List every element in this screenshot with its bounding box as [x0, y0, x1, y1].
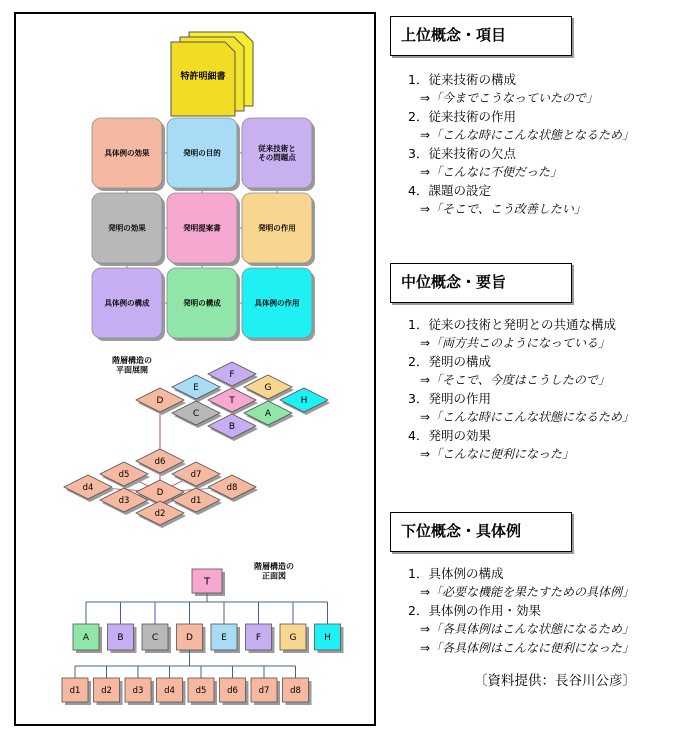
- lower-item-1: 1．具体例の構成: [408, 566, 504, 581]
- tree-level1-label: C: [151, 633, 159, 644]
- tree-level1-label: A: [82, 633, 90, 644]
- tree-level2-label: d7: [258, 685, 270, 696]
- tree-level2-label: d1: [69, 685, 81, 696]
- plan-sub-node-label: d7: [190, 469, 202, 480]
- lower-item-2-note: ⇒「各具体例はこんな状態になるため」: [420, 622, 635, 636]
- grid-tile-label: 従来技術とその問題点: [258, 144, 296, 163]
- plan-sub-node-label: d4: [82, 482, 94, 493]
- tree-level1-label: H: [324, 633, 331, 644]
- plan-sub-node-label: d1: [190, 495, 202, 506]
- grid-tile-label: 発明の効果: [108, 223, 146, 233]
- plan-node-label: B: [228, 422, 236, 433]
- upper-item-2-note: ⇒「こんな時にこんな状態となるため」: [420, 128, 635, 142]
- plan-node-label: E: [193, 383, 199, 394]
- middle-item-2: 2．発明の構成: [408, 354, 491, 369]
- tree-level1-label: E: [221, 633, 227, 644]
- upper-item-1: 1．従来技術の構成: [408, 72, 516, 87]
- plan-sub-node-label: d5: [118, 469, 130, 480]
- tree-level1-label: F: [255, 633, 262, 644]
- tree-level2-label: d2: [101, 685, 112, 696]
- lower-item-2-note-b: ⇒「各具体例はこんなに便利になった」: [420, 641, 635, 655]
- plan-node-label: H: [300, 396, 308, 407]
- tree-level1-label: G: [289, 633, 297, 644]
- plan-node-label: F: [229, 370, 235, 381]
- plan-sub-node-label: d2: [154, 508, 166, 519]
- diagram-frame: [14, 12, 376, 726]
- plan-sub-node-label: d6: [154, 456, 166, 467]
- plan-sub-node-label: d3: [118, 495, 130, 506]
- middle-item-1: 1．従来の技術と発明との共通な構成: [408, 317, 616, 332]
- plan-sub-node-label: d8: [226, 482, 238, 493]
- middle-item-4: 4．発明の効果: [408, 428, 491, 443]
- middle-item-2-note: ⇒「そこで、今度はこうしたので」: [420, 373, 610, 387]
- grid-tile-label: 発明の作用: [258, 223, 296, 233]
- tree-level2-label: d4: [164, 685, 175, 696]
- upper-item-2: 2．従来技術の作用: [408, 109, 516, 124]
- upper-item-4-note: ⇒「そこで、こう改善したい」: [420, 202, 586, 216]
- grid-tile-label: 具体例の効果: [104, 148, 150, 158]
- upper-item-3: 3．従来技術の欠点: [408, 146, 516, 161]
- plan-node-label: A: [264, 409, 272, 420]
- plan-node-label: T: [229, 396, 235, 407]
- section-title-upper: 上位概念・項目: [390, 16, 572, 56]
- source-credit: 〔資料提供：長谷川公彦〕: [474, 673, 636, 689]
- plan-sub-node-label: D: [156, 487, 164, 498]
- middle-item-3-note: ⇒「こんな時にこんな状態になるため」: [420, 410, 635, 424]
- tree-level1-label: B: [117, 633, 124, 644]
- plan-node-label: C: [192, 409, 200, 420]
- grid-tile-label: 具体例の構成: [104, 298, 150, 308]
- section-title-lower: 下位概念・具体例: [390, 512, 572, 552]
- upper-item-1-note: ⇒「今までこうなっていたので」: [420, 91, 599, 105]
- diagram-canvas: [16, 14, 374, 724]
- lower-item-2: 2．具体例の作用・効果: [408, 603, 541, 618]
- middle-item-3: 3．発明の作用: [408, 391, 491, 406]
- tree-level1-label: D: [186, 633, 193, 644]
- lower-item-1-note: ⇒「必要な機能を果たすための具体例」: [420, 585, 635, 599]
- front-view-caption: 階層構造の正面図: [254, 562, 294, 581]
- grid-tile-label: 発明提案書: [183, 223, 221, 233]
- grid-tile-label: 発明の目的: [183, 148, 221, 158]
- tree-root-label: T: [203, 576, 211, 588]
- tree-level2-label: d3: [132, 685, 144, 696]
- section-title-middle: 中位概念・要旨: [390, 263, 572, 303]
- tree-level2-label: d6: [227, 685, 238, 696]
- plan-node-label: D: [156, 396, 164, 407]
- upper-item-3-note: ⇒「こんなに不便だった」: [420, 165, 563, 179]
- tree-level2-label: d8: [290, 685, 301, 696]
- plan-view-caption: 階層構造の平面展開: [112, 356, 152, 375]
- document-label: 特許明細書: [180, 72, 226, 83]
- middle-item-1-note: ⇒「両方共このようになっている」: [420, 336, 611, 350]
- upper-item-4: 4．課題の設定: [408, 183, 491, 198]
- plan-node-label: G: [264, 383, 272, 394]
- grid-tile-label: 発明の構成: [183, 298, 221, 308]
- middle-item-4-note: ⇒「こんなに便利になった」: [420, 447, 575, 461]
- grid-tile-label: 具体例の作用: [254, 298, 300, 308]
- tree-level2-label: d5: [195, 685, 207, 696]
